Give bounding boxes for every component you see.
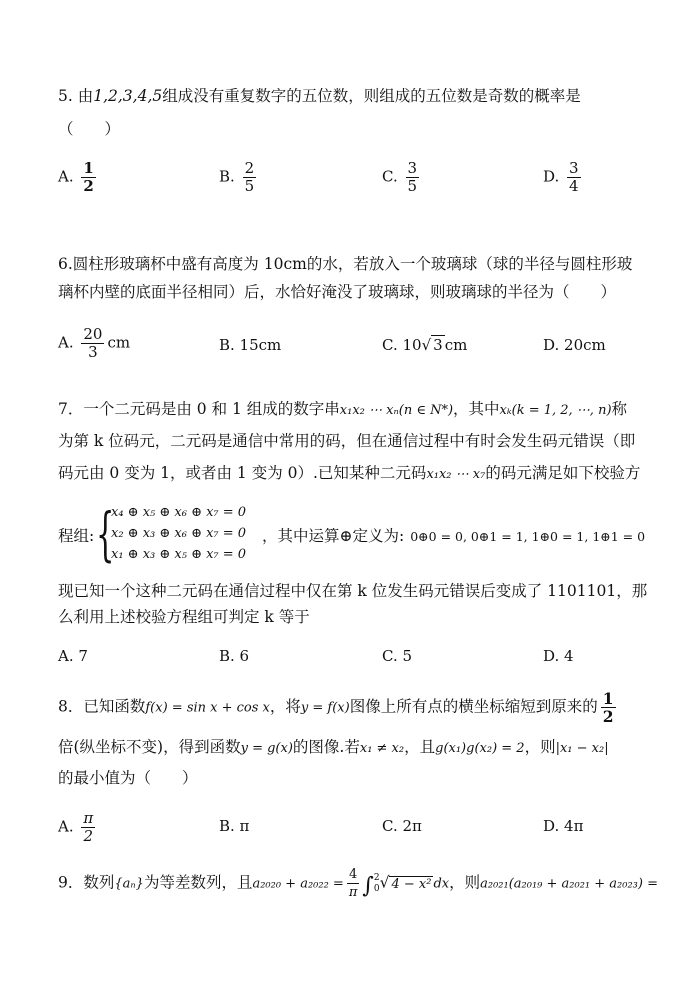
fraction [406,160,420,195]
q8-line1 [58,690,619,725]
option-label: A. [58,167,74,186]
q5-digits: 1,2,3,4,5 [93,87,163,105]
fraction [567,160,581,195]
denominator: 2 [602,707,614,726]
equation-2: x₂ ⊕ x₃ ⊕ x₆ ⊕ x₇ = 0 [111,526,247,541]
q7-option-d: D. 4 [543,647,574,665]
q5-option-a [58,160,99,195]
q7-line5: 现已知一个这种二元码在通信过程中仅在第 k 位发生码元错误后变成了 1101101，那 [58,582,648,600]
option-label: C. [382,167,398,186]
text: 为等差数列，且 [143,873,253,892]
q6-line1: 6.圆柱形玻璃杯中盛有高度为 10cm的水，若放入一个玻璃球（球的半径与圆柱形玻 [58,255,633,273]
sqrt-sign: √ [421,336,432,354]
denominator: 2 [83,177,94,195]
q5-option-b [219,160,259,195]
text: 的图像.若 [292,738,360,756]
text: 8．已知函数 [58,697,146,716]
text: 称 [611,400,628,418]
q5-stem-part: 组成没有重复数字的五位数，则组成的五位数是奇数的概率是 [162,87,581,105]
q5-option-d [543,160,584,195]
numerator: 20 [83,325,103,343]
numerator: 1 [83,159,94,177]
text: ，将 [269,697,301,716]
fraction [243,160,257,195]
equation-3: x₁ ⊕ x₃ ⊕ x₅ ⊕ x₇ = 0 [111,547,247,562]
function-g: y = g(x) [240,741,293,756]
q7-line2: 为第 k 位码元，二元码是通信中常用的码，但在通信过程中有时会发生码元错误（即 [58,432,636,450]
denominator: 2 [83,827,94,845]
target-expression: a₂₀₂₁(a₂₀₁₉ + a₂₀₂₁ + a₂₀₂₃) = [480,876,658,892]
text: ，则 [449,873,481,892]
radicand: 4 − x² [391,876,432,892]
xor-definition: 0⊕0 = 0, 0⊕1 = 1, 1⊕0 = 1, 1⊕1 = 0 [410,529,646,544]
text: 的码元满足如下校验方 [485,464,641,482]
numerator: 3 [407,159,418,177]
sqrt-sign: √ [379,873,390,892]
q6-option-b: B. 15cm [219,336,282,354]
radicand: 3 [433,336,443,354]
q5-blank: （ ） [58,120,121,138]
text: ，其中 [453,400,500,418]
math-xk: xₖ [499,403,512,418]
absolute-value: |x₁ − x₂| [555,741,609,756]
option-label: D. [543,167,560,186]
function-y: y = f(x) [300,700,350,716]
fraction [601,690,616,725]
q7-option-b: B. 6 [219,647,250,665]
math-string: x₁x₂ ⋯ xₙ [339,403,399,418]
option-label: B. [219,167,235,186]
q6-line2: 璃杯内壁的底面半径相同）后，水恰好淹没了玻璃球，则玻璃球的半径为（ ） [58,283,617,301]
q7-option-a: A. 7 [58,647,88,665]
q6-option-a [58,326,130,361]
q7-system-label: 程组: [58,527,95,545]
denominator: 3 [88,343,98,361]
q7-line6: 么利用上述校验方程组可判定 k 等于 [58,608,310,626]
q7-option-c: C. 5 [382,647,413,665]
fraction [347,866,360,901]
numerator: 1 [602,689,614,708]
differential: dx [433,876,450,892]
denominator: π [348,885,358,900]
q7-line3 [58,462,640,486]
numerator: 2 [244,159,255,177]
q9-line1 [58,866,658,901]
q5-stem [58,85,581,107]
upper-limit: 2 [373,872,380,883]
text: 图像上所有点的横坐标缩短到原来的 [349,697,598,716]
numerator: 3 [569,159,579,177]
fraction [81,326,104,361]
unit: cm [107,333,131,352]
q7-line1 [58,398,627,422]
brace-icon: { [96,500,115,568]
text: ，其中运算⊕定义为: [262,527,405,545]
sequence: {aₙ} [114,876,144,892]
product: g(x₁)g(x₂) = 2 [435,741,525,756]
function-f: f(x) = sin x + cos x [145,700,270,716]
q8-option-c: C. 2π [382,817,422,835]
denominator: 4 [569,177,579,195]
option-label: A. [58,333,74,352]
math-condition: (n ∈ N*) [398,403,454,418]
q5-option-c [382,160,422,195]
q6-option-d: D. 20cm [543,336,606,354]
option-label: A. [58,817,74,836]
math-string: x₁x₂ ⋯ x₇ [426,467,486,482]
lower-limit: 0 [373,883,380,894]
text: 倍(纵坐标不变)，得到函数 [58,738,241,756]
denominator: 5 [244,177,255,195]
numerator: 4 [347,866,360,884]
text: ，则 [524,738,556,756]
sum-expression: a₂₀₂₀ + a₂₀₂₂ = [252,876,344,892]
q7-definition [262,525,645,548]
q8-line2 [58,736,609,760]
text: ，且 [404,738,436,756]
q8-option-b: B. π [219,817,250,835]
q8-option-a [58,810,98,845]
coefficient: 10 [402,336,422,354]
q8-line3: 的最小值为（ ） [58,769,198,787]
q6-option-c [382,334,467,356]
text: 码元由 0 变为 1，或者由 1 变为 0）.已知某种二元码 [58,464,427,482]
denominator: 5 [407,177,418,195]
option-label: C. [382,336,398,354]
fraction [81,160,95,195]
integral-icon: ∫ [362,873,374,899]
fraction [81,810,95,845]
unit: cm [444,336,468,354]
math-condition: (k = 1, 2, ⋯, n) [511,403,612,418]
numerator: π [83,809,94,827]
text: 7．一个二元码是由 0 和 1 组成的数字串 [58,400,340,418]
q5-stem-part: 5. 由 [58,87,94,105]
text: 9．数列 [58,873,115,892]
equation-1: x₄ ⊕ x₅ ⊕ x₆ ⊕ x₇ = 0 [111,505,247,520]
condition: x₁ ≠ x₂ [359,741,405,756]
q8-option-d: D. 4π [543,817,584,835]
